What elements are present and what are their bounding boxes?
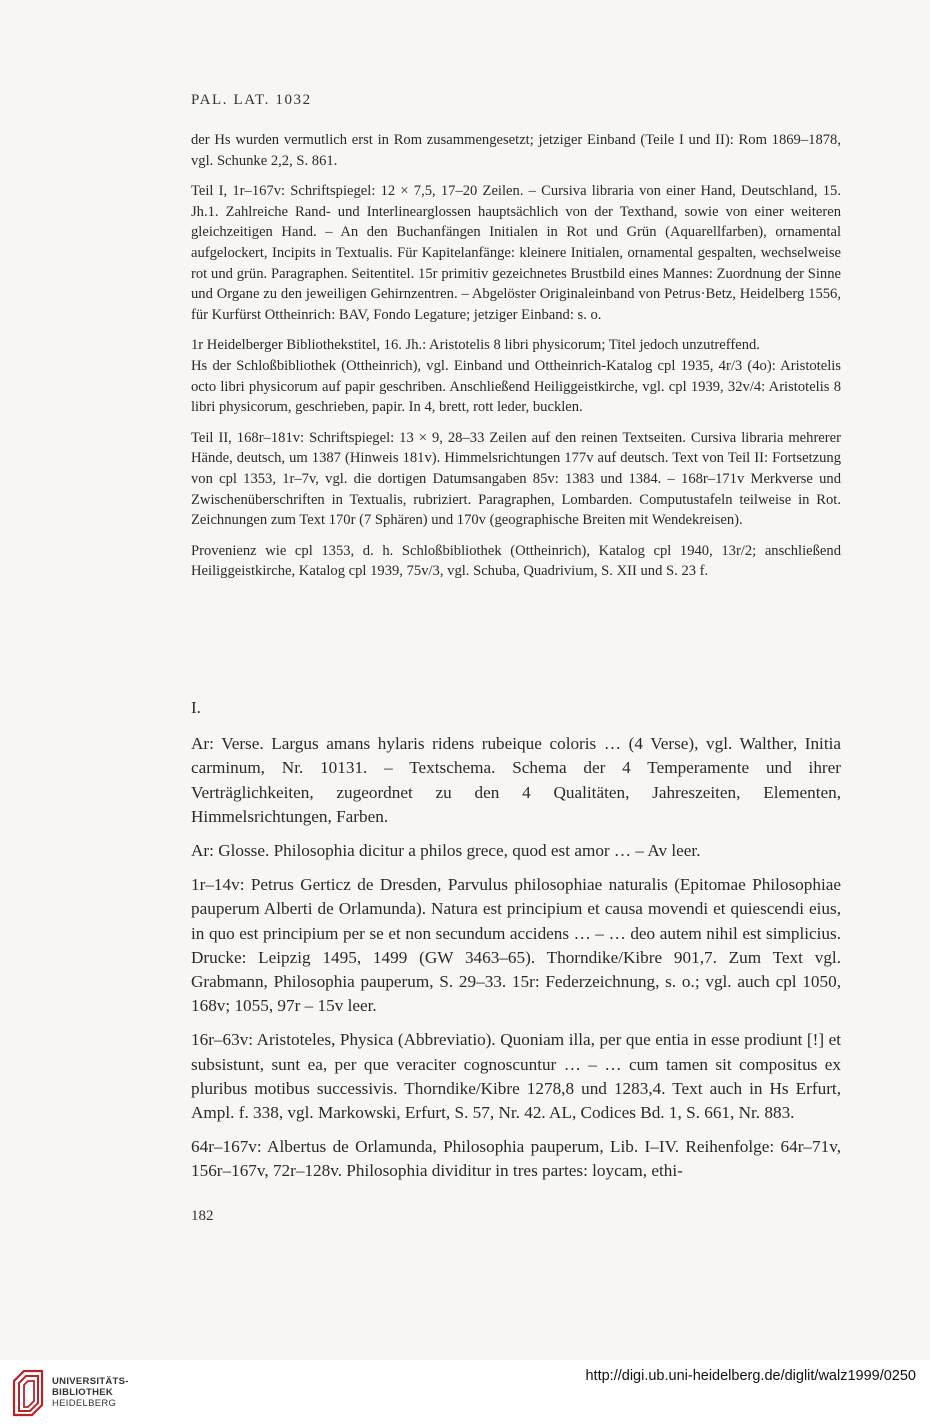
entry-glosse: Ar: Glosse. Philosophia dicitur a philos grece, quod est amor … – Av leer. (191, 841, 701, 861)
library-line-3: HEIDELBERG (52, 1398, 117, 1409)
entry-gerticz: 1r–14v: Petrus Gerticz de Dresden, Parvulus philosophiae naturalis (Epitomae Philosophiae pauperum Alberti de Orlamunda). Natura est principium et causa movendi et quiescendi eius, in quo est principium per se et non secundum accidens … – … deo autem nihil est simplicius. Drucke: Leipzig 1495, 1499 (GW 3463–65). Thorndike/Kibre 901,7. Zum Text vgl. Grabmann, Philosophia pauperum, S. 29–33. 15r: Federzeichnung, s. o.; vgl. auch cpl 1050, 168v; 1055, 97r – 15v leer. (191, 875, 841, 1016)
paragraph-note-provenance: Hs der Schloßbibliothek (Ottheinrich), vgl. Einband und Ottheinrich-Katalog cpl 1935, 4r/3 (4o): Aristotelis octo libri physicorum auf papir geschriben. Anschließend Heiliggeistkirche, vgl. cpl 1939, 32v/4: Aristotelis 8 libri physicorum, geschrieben, papir. In 4, brett, rott leder, bucklen. (191, 357, 841, 416)
entry-albertus: 64r–167v: Albertus de Orlamunda, Philosophia pauperum, Lib. I–IV. Reihenfolge: 64r–71v, 156r–167v, 72r–128v. Philosophia dividitur in tres partes: loycam, ethi- (191, 1137, 841, 1181)
library-line-2: BIBLIOTHEK (52, 1387, 114, 1398)
paragraph-provenance: Provenienz wie cpl 1353, d. h. Schloßbibliothek (Ottheinrich), Katalog cpl 1940, 13r/2; anschließend Heiliggeistkirche, Katalog cpl 1939, 75v/3, vgl. Schuba, Quadrivium, S. XII und S. 23 f. (191, 542, 841, 580)
paragraph-part-one: Teil I, 1r–167v: Schriftspiegel: 12 × 7,5, 17–20 Zeilen. – Cursiva libraria von einer Hand, Deutschland, 15. Jh.1. Zahlreiche Rand- und Interlinearglossen hauptsächlich von der Texthand, sowie von einer weiteren gleichzeitigen Hand. – An den Buchanfängen Initialen in Rot und Grün (Aquarellfarben), ornamental aufgelockert, Incipits in Textualis. Für Kapitelanfänge: kleinere Initialen, ornamental gespalten, wechselweise rot und grün. Paragraphen. Seitentitel. 15r primitiv gezeichnetes Brustbild eines Mannes: Zuordnung der Sinne und Organe zu den jeweiligen Gehirnzentren. – Abgelöster Originaleinband von Petrus·Betz, Heidelberg 1556, für Kurfürst Ottheinrich: BAV, Fondo Legature; jetziger Einband: s. o. (191, 183, 841, 323)
library-logo-icon (10, 1367, 46, 1419)
entry-aristoteles: 16r–63v: Aristoteles, Physica (Abbreviatio). Quoniam illa, per que entia in esse prodiunt [!] et subsistunt, sunt ea, per que veraciter cognoscuntur … – … cum tamen sit compositus ex pluribus motibus successivis. Thorndike/Kibre 1278,8 und 1283,4. Text auch in Hs Erfurt, Ampl. f. 338, vgl. Markowski, Erfurt, S. 57, Nr. 42. AL, Codices Bd. 1, S. 661, Nr. 883. (191, 1030, 841, 1123)
library-line-1: UNIVERSITÄTS- (52, 1376, 129, 1387)
paragraph-part-two: Teil II, 168r–181v: Schriftspiegel: 13 × 9, 28–33 Zeilen auf den reinen Textseiten. Cursiva libraria mehrerer Hände, deutsch, um 1387 (Hinweis 181v). Himmelsrichtungen 177v auf deutsch. Text von Teil II: Fortsetzung von cpl 1353, 1r–7v, vgl. die dortigen Datumsangaben 85v: 1383 und 1384. – 168r–171v Merkverse und Zwischenüberschriften in Textualis, rubriziert. Paragraphen, Lombarden. Computustafeln teilweise in Rot. Zeichnungen zum Text 170r (7 Sphären) und 170v (geographische Breiten mit Wendekreisen). (191, 429, 841, 529)
page-number: 182 (191, 1208, 214, 1224)
entry-verse: Ar: Verse. Largus amans hylaris ridens rubeique coloris … (4 Verse), vgl. Walther, Initia carminum, Nr. 10131. – Textschema. Schema der 4 Temperamente und ihrer Verträglichkeiten, zugeordnet zu den 4 Qualitäten, Jahreszeiten, Elementen, Himmelsrichtungen, Farben. (191, 734, 841, 826)
library-name (52, 1376, 129, 1409)
paragraph-note-title: 1r Heidelberger Bibliothekstitel, 16. Jh.: Aristotelis 8 libri physicorum; Titel jedoch unzutreffend. (191, 337, 760, 354)
running-head: PAL. LAT. 1032 (191, 92, 312, 108)
paragraph-binding: der Hs wurden vermutlich erst in Rom zusammengesetzt; jetziger Einband (Teile I und II): Rom 1869–1878, vgl. Schunke 2,2, S. 861. (191, 132, 841, 169)
source-url-link[interactable]: http://digi.ub.uni-heidelberg.de/diglit/walz1999/0250 (585, 1368, 916, 1384)
section-heading: I. (191, 698, 201, 717)
text-block-small (191, 130, 841, 592)
text-block-entries (191, 684, 841, 1194)
